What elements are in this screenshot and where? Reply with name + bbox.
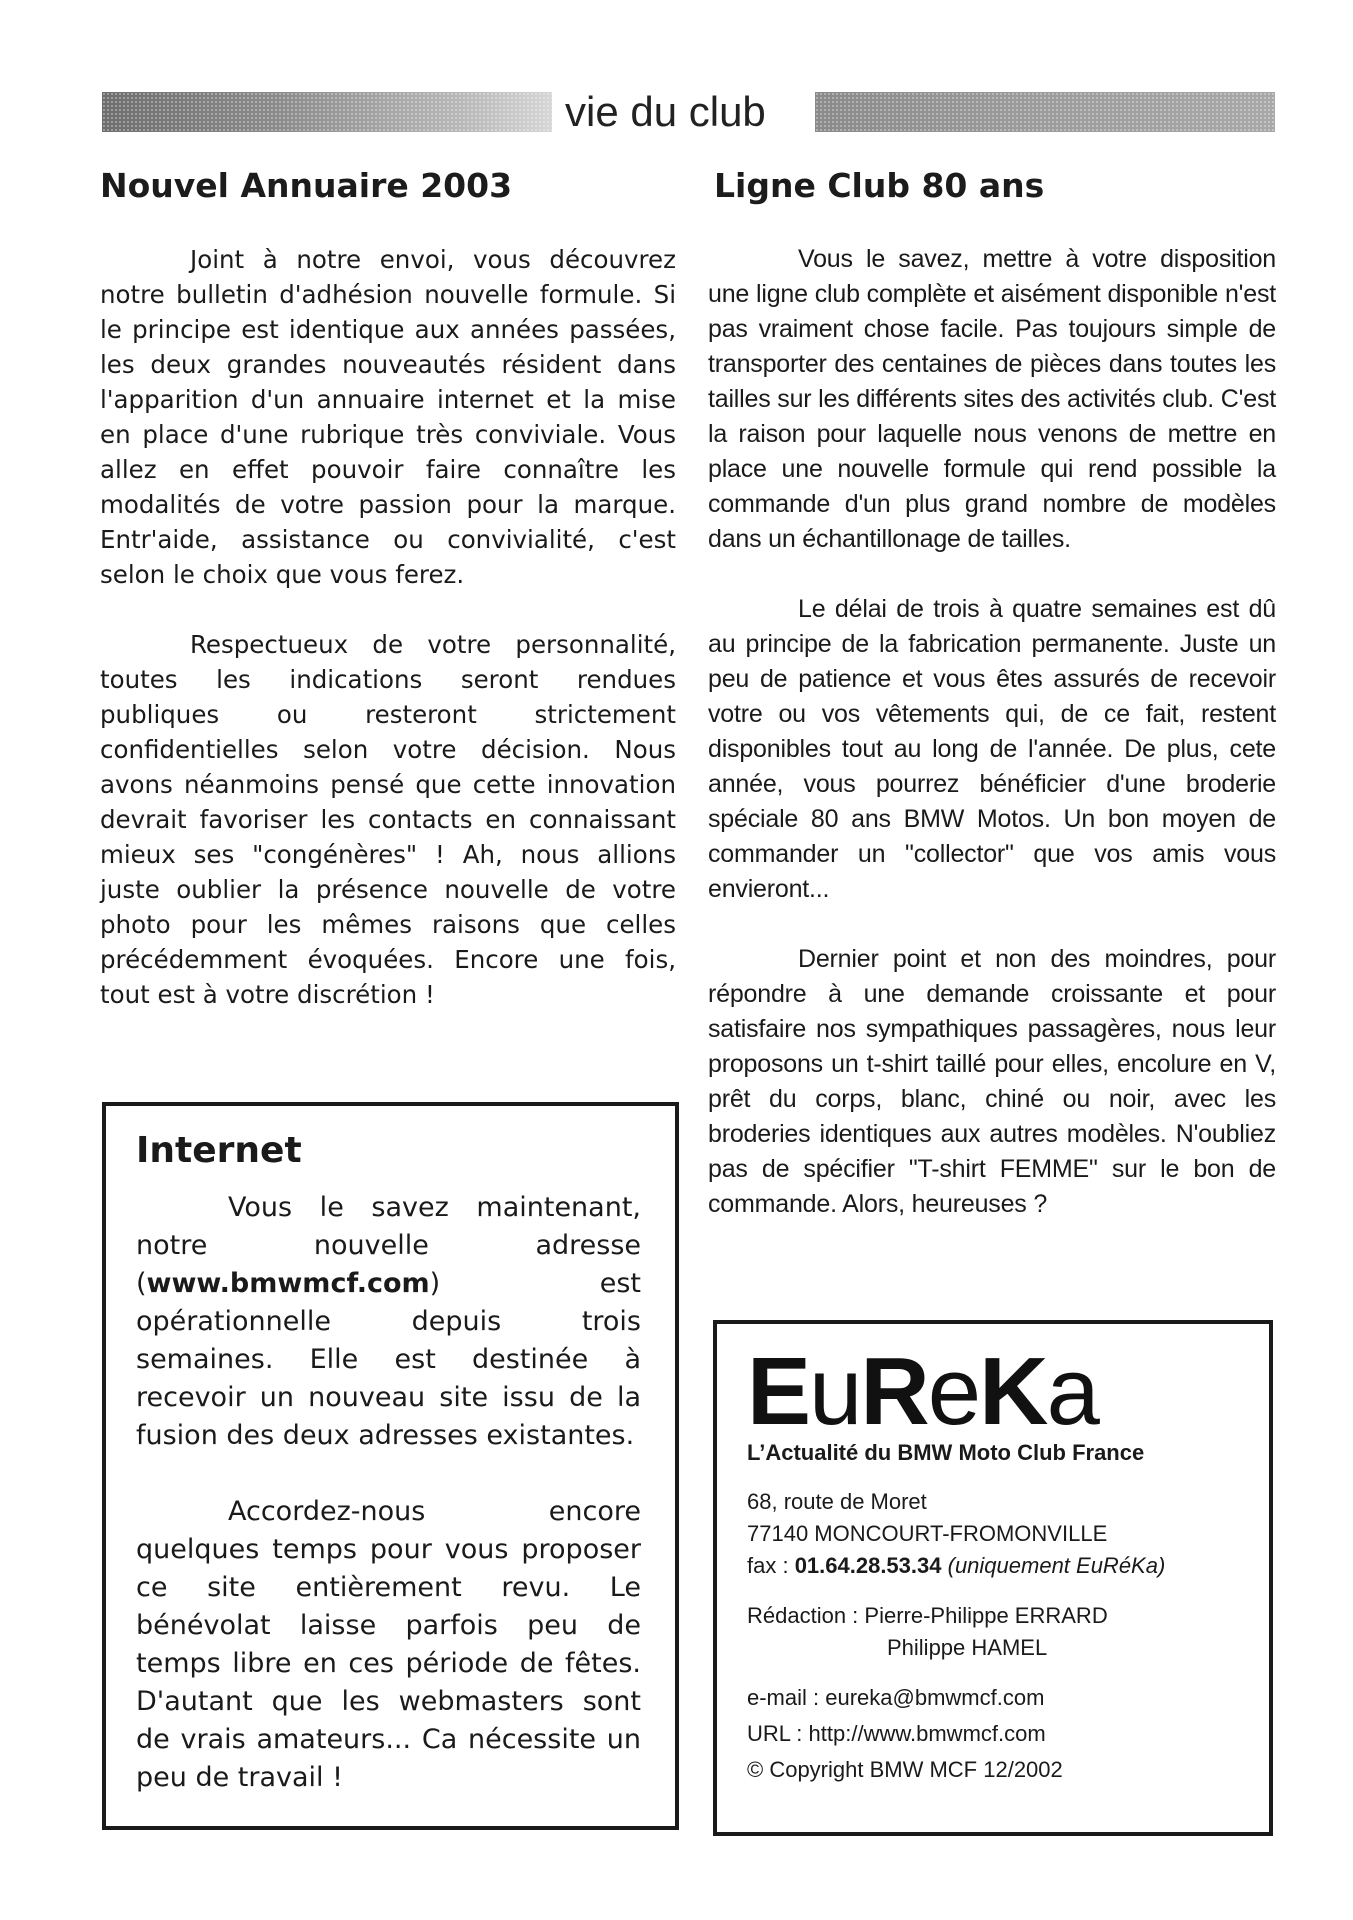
- logo-letter: E: [747, 1338, 810, 1445]
- left-paragraph: Respectueux de votre personnalité, toutes les indications seront rendues publiques ou resteront strictement confidentielles selon votre décision. Nous avons néanmoins pensé que cette innovation devrait favoriser les contacts en connaissant mieux ses "congénères" ! Ah, nous allions juste oublier la présence nouvelle de votre photo pour les mêmes raisons que celles précédemment évoquées. Encore une fois, tout est à votre discrétion !: [100, 630, 676, 1009]
- redaction-line: Philippe HAMEL: [887, 1635, 1048, 1660]
- email-line[interactable]: e-mail : eureka@bmwmcf.com: [747, 1685, 1045, 1710]
- fax-note: (uniquement EuRéKa): [941, 1553, 1166, 1578]
- left-paragraph: Joint à notre envoi, vous découvrez notre bulletin d'adhésion nouvelle formule. Si le principe est identique aux années passées, les deux grandes nouveautés résident dans l'apparition d'un annuaire internet et la mise en place d'une rubrique très conviviale. Vous allez en effet pouvoir faire connaître les modalités de votre passion pour la marque. Entr'aide, assistance ou convivialité, c'est selon le choix que vous ferez.: [100, 245, 676, 589]
- address-line: 68, route de Moret: [747, 1489, 927, 1514]
- right-paragraph: Dernier point et non des moindres, pour répondre à une demande croissante et pour satisfaire nos sympathiques passagères, nous leur proposons un t-shirt taillé pour elles, encolure en V, prêt du corps, blanc, chiné ou noir, avec les broderies identiques aux autres modèles. N'oubliez pas de spécifier "T-shirt FEMME" sur le bon de commande. Alors, heureuses ?: [708, 945, 1276, 1218]
- internet-box: [102, 1102, 679, 1830]
- internet-text: Vous le savez maintenant, notre nouvelle adresse (: [136, 1192, 641, 1299]
- right-paragraph: Vous le savez, mettre à votre disposition une ligne club complète et aisément disponible n'est pas vraiment chose facile. Pas toujours simple de transporter des centaines de pièces dans toutes les tailles sur les différents sites des activités club. C'est la raison pour laquelle nous venons de mettre en place une nouvelle formule qui rend possible la commande d'un plus grand nombre de modèles dans un échantillonage de tailles.: [708, 245, 1276, 553]
- fax-line: [747, 1550, 1249, 1582]
- address-line: 77140 MONCOURT-FROMONVILLE: [747, 1521, 1108, 1546]
- right-article-body: [708, 242, 1276, 1257]
- right-paragraph: Le délai de trois à quatre semaines est dû au principe de la fabrication permanente. Juste un peu de patience et vous êtes assurés de recevoir votre ou vos vêtements qui, de ce fait, restent disponibles tout au long de l'année. De plus, cete année, vous pourrez bénéficier d'une broderie spéciale 80 ans BMW Motos. Un bon moyen de commander un "collector" que vos amis vous envieront...: [708, 595, 1276, 903]
- eureka-logo: [747, 1338, 1249, 1445]
- logo-letter: u: [809, 1338, 861, 1445]
- internet-box-title: Internet: [136, 1130, 302, 1171]
- redaction-line: Rédaction : Pierre-Philippe ERRARD: [747, 1603, 1108, 1628]
- logo-letter: e: [927, 1338, 980, 1445]
- section-title: vie du club: [565, 88, 766, 135]
- left-article-title: Nouvel Annuaire 2003: [100, 166, 513, 205]
- logo-letter: R: [860, 1338, 928, 1445]
- internet-text: ) est opérationnelle depuis trois semaines. Elle est destinée à recevoir un nouveau site issu de la fusion des deux adresses existantes.: [136, 1268, 641, 1451]
- eureka-box: [713, 1320, 1273, 1836]
- copyright-line: © Copyright BMW MCF 12/2002: [747, 1757, 1063, 1782]
- header-band-right: [815, 92, 1275, 132]
- fax-number: 01.64.28.53.34: [794, 1553, 942, 1578]
- eureka-tagline: L’Actualité du BMW Moto Club France: [747, 1440, 1145, 1465]
- internet-paragraph: Accordez-nous encore quelques temps pour vous proposer ce site entièrement revu. Le bénévolat laisse parfois peu de temps libre en ces période de fêtes. D'autant que les webmasters sont de vrais amateurs... Ca nécessite un peu de travail !: [136, 1496, 641, 1793]
- logo-letter: K: [979, 1338, 1047, 1445]
- website-link[interactable]: www.bmwmcf.com: [146, 1268, 430, 1299]
- url-line[interactable]: URL : http://www.bmwmcf.com: [747, 1721, 1046, 1746]
- right-article-title: Ligne Club 80 ans: [714, 166, 1045, 205]
- fax-label: fax :: [747, 1553, 795, 1578]
- internet-paragraph: [136, 1189, 641, 1455]
- left-article-body: [100, 242, 676, 1047]
- logo-letter: a: [1046, 1338, 1098, 1445]
- header-band-left: [102, 92, 552, 132]
